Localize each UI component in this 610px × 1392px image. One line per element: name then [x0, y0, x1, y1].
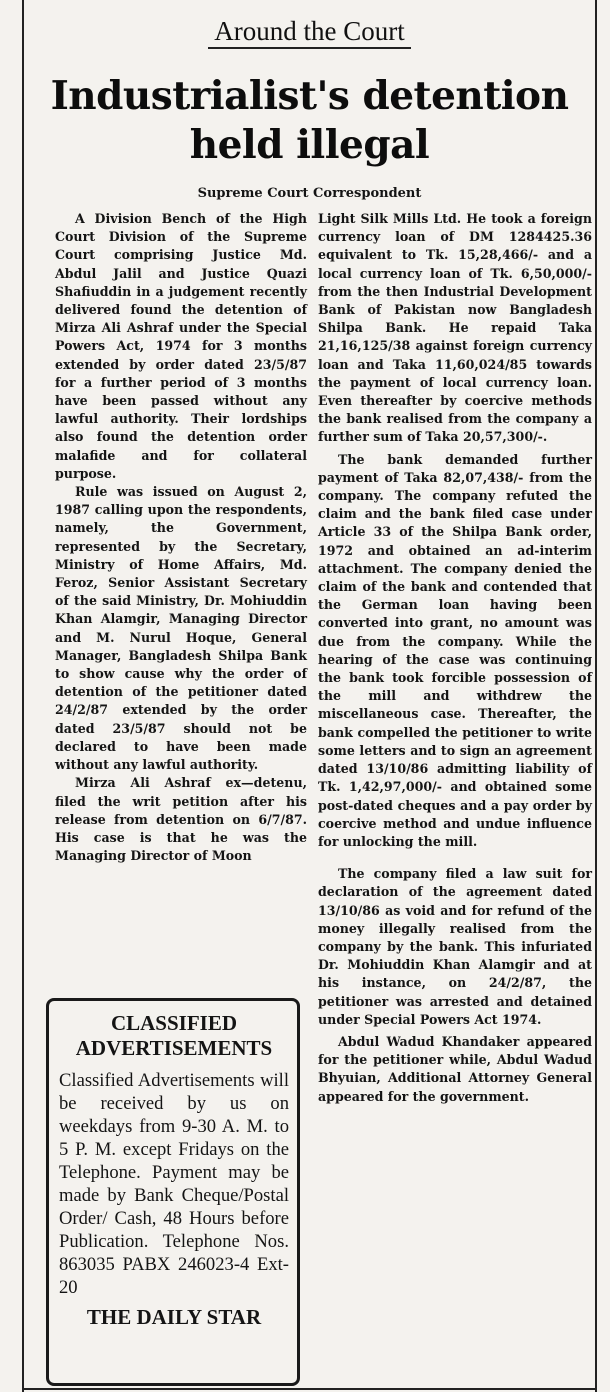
- paragraph: Light Silk Mills Ltd. He took a foreign currency loan of DM 1284425.36 equivalent to Tk. 15,28,466/- and a local currency loan of Tk. 6,50,000/- from the then Industrial Development Bank of Pakistan now Bangladesh Shilpa Bank. He repaid Taka 21,16,125/38 against foreign currency loan and Taka 11,60,024/85 towards the payment of local currency loan. Even thereafter by coercive methods the bank realised from the company a further sum of Taka 20,57,300/-.: [318, 211, 592, 445]
- headline-line-1: Industrialist's detention: [50, 73, 569, 119]
- bottom-rule: [22, 1388, 597, 1390]
- classified-ad-box: [46, 998, 300, 1386]
- classified-ad-title: CLASSIFIED ADVERTISEMENTS: [75, 1011, 273, 1060]
- paragraph: Mirza Ali Ashraf ex—detenu, filed the writ petition after his release from detention on 6/7/87. His case is that he was the Managing Director of Moon: [55, 775, 307, 864]
- headline: [22, 72, 597, 170]
- article-column-right: [318, 210, 592, 1110]
- byline: Supreme Court Correspondent: [197, 186, 422, 201]
- section-heading: [22, 16, 597, 47]
- classified-ad-body: Classified Advertisements will be received by us on weekdays from 9-30 A. M. to 5 P. M. except Fridays on the Telephone. Payment may be made by Bank Cheque/Postal Order/ Cash, 48 Hours before Publication. Telephone Nos. 863035 PABX 246023-4 Ext-20: [59, 1070, 289, 1298]
- paragraph: A Division Bench of the High Court Division of the Supreme Court comprising Justice Md. Abdul Jalil and Justice Quazi Shafiuddin in a judgement recently delivered found the detention of Mirza Ali Ashraf under the Special Powers Act, 1974 for 3 months extended by order dated 23/5/87 for a further period of 3 months have been passed without any lawful authority. Their lordships also found the detention order malafide and for collateral purpose.: [55, 211, 307, 481]
- section-heading-text: Around the Court: [208, 16, 410, 49]
- paragraph: Abdul Wadud Khandaker appeared for the petitioner while, Abdul Wadud Bhyuian, Additional Attorney General appeared for the government.: [318, 1033, 592, 1104]
- headline-line-2: held illegal: [189, 122, 430, 168]
- article-column-left: [55, 210, 307, 865]
- paragraph: The bank demanded further payment of Taka 82,07,438/- from the company. The company refuted the claim and the bank filed case under Article 33 of the Shilpa Bank order, 1972 and obtained an ad-interim attachment. The company denied the claim of the bank and contended that the German loan having been converted into grant, no amount was due from the company. While the hearing of the case was continuing the bank took forcible possession of the mill and withdrew the miscellaneous case. Thereafter, the bank compelled the petitioner to write some letters and to sign an agreement dated 13/10/86 admitting liability of Tk. 1,42,97,000/- and obtained some post-dated cheques and a pay order by coercive method and undue influence for unlocking the mill.: [318, 451, 592, 849]
- paragraph: The company filed a law suit for declaration of the agreement dated 13/10/86 as void and for refund of the money illegally realised from the company by the bank. This infuriated Dr. Mohiuddin Khan Alamgir and at his instance, on 24/2/87, the petitioner was arrested and detained under Special Powers Act 1974.: [318, 866, 592, 1027]
- paragraph: Rule was issued on August 2, 1987 calling upon the respondents, namely, the Government, represented by the Secretary, Ministry of Home Affairs, Md. Feroz, Senior Assistant Secretary of the said Ministry, Dr. Mohiuddin Khan Alamgir, Managing Director and M. Nurul Hoque, General Manager, Bangladesh Shilpa Bank to show cause why the order of detention of the petitioner dated 24/2/87 extended by the order dated 23/5/87 should not be declared to have been made without any lawful authority.: [55, 484, 307, 773]
- classified-ad-footer: THE DAILY STAR: [86, 1305, 262, 1329]
